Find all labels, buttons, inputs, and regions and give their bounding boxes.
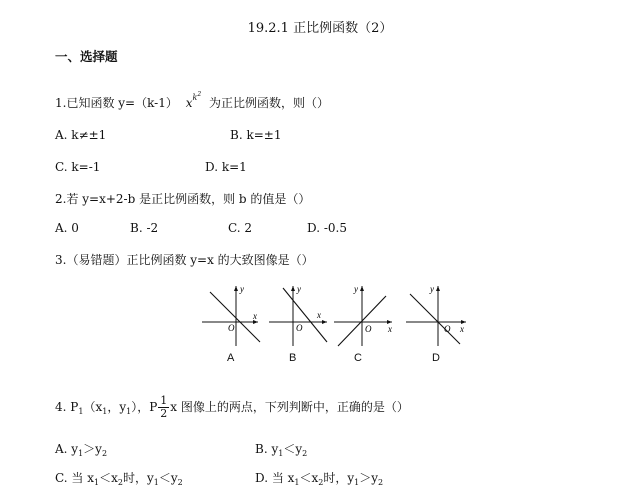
q1-option-a[interactable]: A. k≠±1 bbox=[55, 128, 107, 142]
graph-b-label: B bbox=[289, 352, 297, 364]
graph-d[interactable] bbox=[404, 282, 470, 348]
graph-a-origin: O bbox=[228, 323, 235, 333]
q2-option-c[interactable]: C. 2 bbox=[228, 221, 253, 235]
graph-d-origin: O bbox=[444, 324, 451, 334]
document-title: 19.2.1 正比例函数（2） bbox=[247, 21, 393, 36]
q1-tail: 为正比例函数，则（） bbox=[208, 96, 329, 110]
graph-c[interactable] bbox=[332, 282, 398, 348]
q1-base: x bbox=[185, 96, 193, 110]
question-4: 4. $P_1(x_1$，$y_1$），P $\frac{1}{2}$ x 图像上的两点，下列判断中，正确的是（） bbox=[55, 394, 409, 420]
q1-exponent: k2 bbox=[192, 91, 202, 102]
graph-c-label: C bbox=[354, 352, 362, 364]
question-3: 3.（易错题）正比例函数 y=x 的大致图像是（） bbox=[55, 253, 314, 267]
q4-option-b[interactable]: B. $y_1<y_2$ bbox=[255, 442, 308, 458]
q4-option-a[interactable]: A. $y_1>y_2$ bbox=[55, 442, 108, 458]
q1-option-c[interactable]: C. k=-1 bbox=[55, 160, 101, 174]
q2-option-b[interactable]: B. -2 bbox=[130, 221, 159, 235]
graph-b-y-label: y bbox=[297, 284, 301, 294]
graph-d-y-label: y bbox=[430, 284, 434, 294]
graph-a[interactable] bbox=[200, 282, 262, 348]
graph-d-x-label: x bbox=[460, 324, 464, 334]
graph-b-x-label: x bbox=[317, 310, 321, 320]
graph-c-x-label: x bbox=[388, 324, 392, 334]
q1-stem: 1.已知函数 y=（k-1） bbox=[55, 96, 178, 110]
graph-c-y-label: y bbox=[354, 284, 358, 294]
graph-b[interactable] bbox=[265, 282, 331, 348]
question-1 bbox=[55, 91, 329, 111]
q4-option-c[interactable]: C. 当 $x_1<x_2$时，$y_1<y_2$ bbox=[55, 471, 183, 487]
question-2: 2.若 y=x+2-b 是正比例函数，则 b 的值是（） bbox=[55, 192, 311, 206]
graph-c-origin: O bbox=[365, 324, 372, 334]
fraction-one-half: $\frac{1}{2}$ bbox=[160, 394, 168, 420]
graph-a-x-label: x bbox=[253, 311, 257, 321]
graph-a-label: A bbox=[227, 352, 235, 364]
q1-option-d[interactable]: D. k=1 bbox=[205, 160, 247, 174]
q1-option-b[interactable]: B. k=±1 bbox=[230, 128, 282, 142]
section-heading: 一、选择题 bbox=[55, 49, 118, 64]
q2-option-d[interactable]: D. -0.5 bbox=[307, 221, 347, 235]
graph-d-label: D bbox=[432, 352, 440, 364]
graph-a-y-label: y bbox=[240, 284, 244, 294]
q2-option-a[interactable]: A. 0 bbox=[55, 221, 79, 235]
graph-b-origin: O bbox=[296, 323, 303, 333]
q4-option-d[interactable]: D. 当 $x_1<x_2$时，$y_1>y_2$ bbox=[255, 471, 384, 487]
